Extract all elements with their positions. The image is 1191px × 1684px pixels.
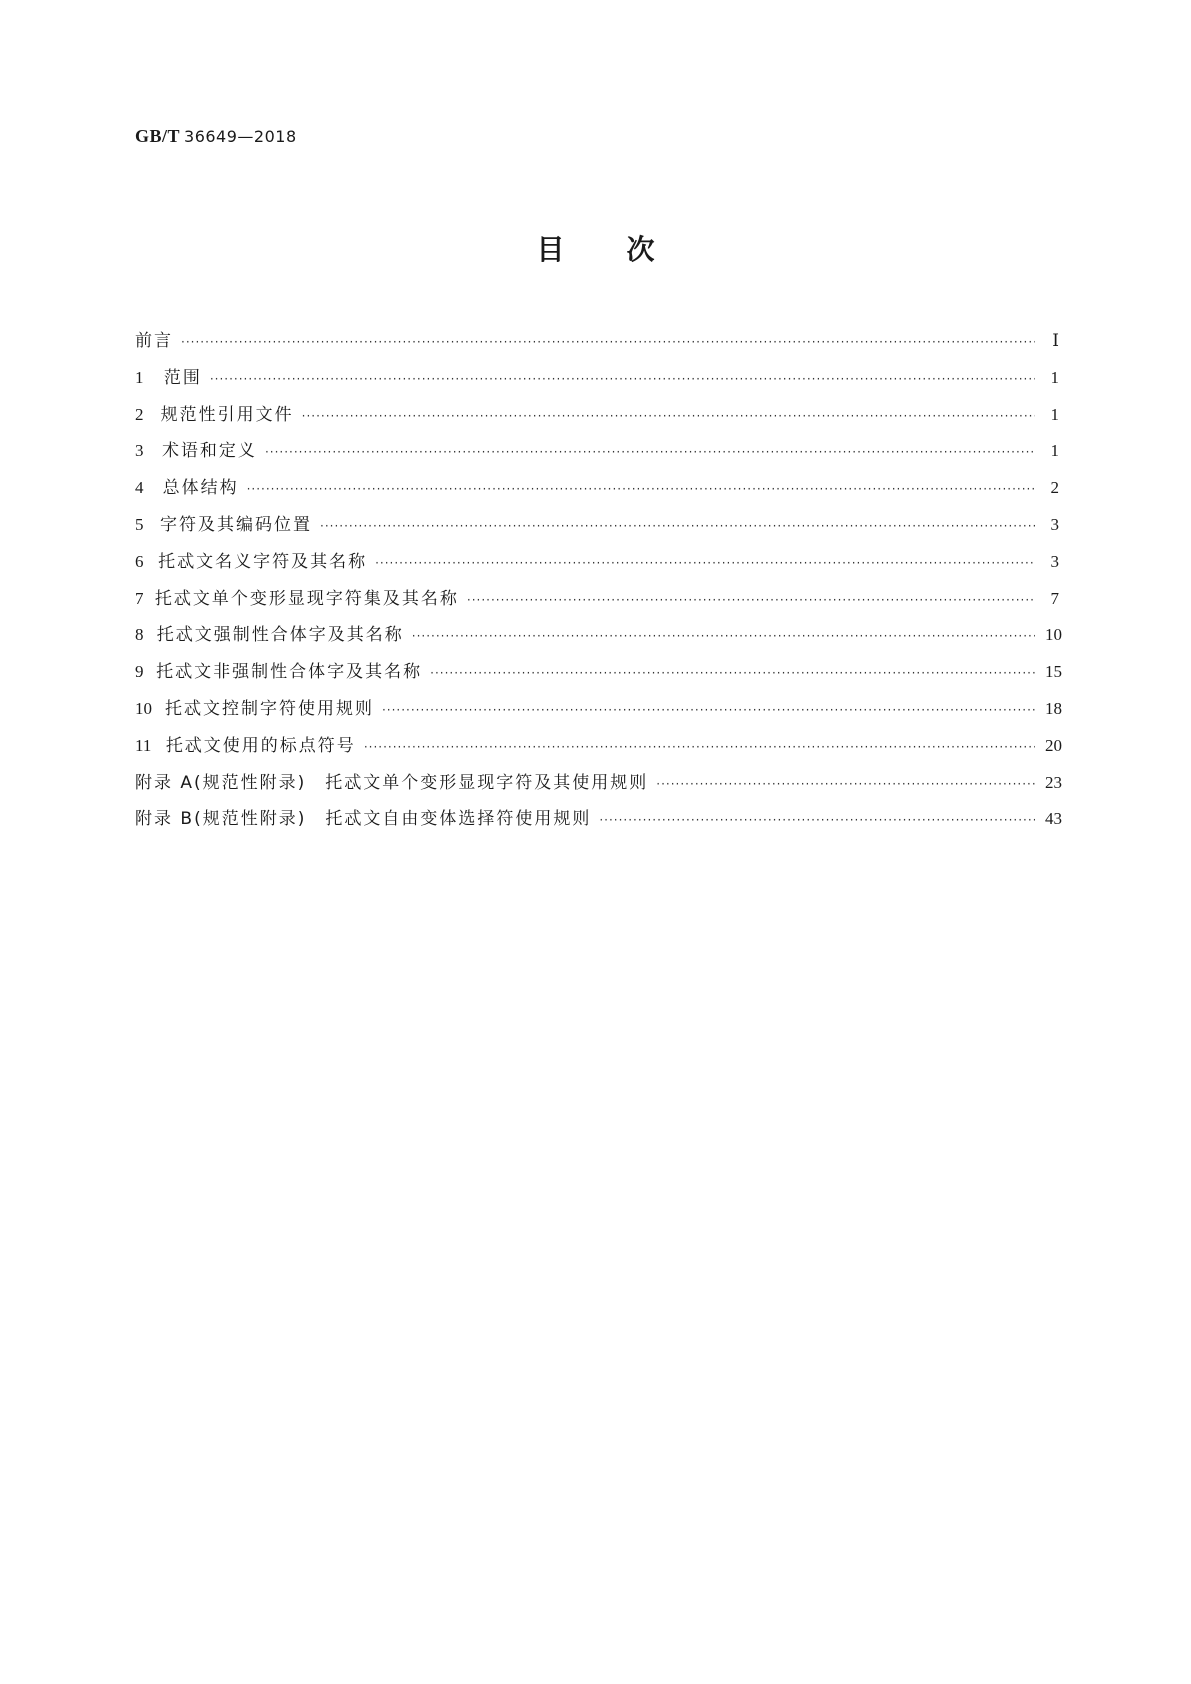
toc-entry-label: 托忒文非强制性合体字及其名称 [156,662,423,683]
toc-entry-appendix-a[interactable] [135,768,1062,805]
toc-entry-number: 1 [135,367,144,387]
toc-entry-3[interactable] [135,436,1059,473]
toc-entry-appendix-b[interactable] [135,804,1062,841]
toc-leader-dots [210,372,1035,386]
toc-entry-page: 3 [1050,551,1059,571]
toc-leader-dots [656,777,1035,791]
toc-entry-page: 2 [1050,478,1059,498]
toc-leader-dots [599,813,1035,827]
toc-entry-label: 字符及其编码位置 [160,514,313,535]
toc-leader-dots [265,445,1035,459]
toc-entry-7[interactable] [135,584,1059,621]
toc-entry-label: 附录 A(规范性附录) 托忒文单个变形显现字符及其使用规则 [135,772,649,793]
toc-entry-page: 23 [1045,772,1062,792]
toc-entry-label: 托忒文强制性合体字及其名称 [156,625,404,646]
toc-entry-number: 11 [135,735,152,755]
standard-code [135,126,297,147]
toc-leader-dots [412,629,1035,643]
toc-entry-6[interactable] [135,547,1059,584]
toc-entry-9[interactable] [135,657,1062,694]
toc-leader-dots [320,519,1035,533]
toc-entry-number: 8 [135,625,144,645]
toc-entry-label: 托忒文使用的标点符号 [165,735,356,756]
toc-entry-label: 附录 B(规范性附录) 托忒文自由变体选择符使用规则 [135,809,592,830]
toc-entry-number: 10 [135,698,152,718]
toc-leader-dots [364,740,1035,754]
toc-entry-number: 2 [135,404,144,424]
toc-entry-4[interactable] [135,473,1059,510]
toc-entry-number: 9 [135,662,144,682]
toc-leader-dots [247,482,1035,496]
toc-entry-number: 5 [135,514,144,534]
toc-entry-number: 7 [135,588,144,608]
toc-entry-page: 18 [1045,698,1062,718]
toc-entry-number: 3 [135,441,144,461]
toc-entry-label: 托忒文单个变形显现字符集及其名称 [154,588,459,609]
toc-entry-page: 10 [1045,625,1062,645]
toc-entry-5[interactable] [135,510,1059,547]
toc-leader-dots [375,556,1035,570]
toc-entry-2[interactable] [135,400,1059,437]
toc-entry-number: 6 [135,551,144,571]
toc-leader-dots [382,703,1035,717]
toc-entry-page: 1 [1050,404,1059,424]
toc-leader-dots [467,593,1035,607]
toc-entry-label: 前言 [135,331,173,351]
standard-code-prefix: GB/T [135,126,181,146]
toc-leader-dots [181,335,1035,349]
page-title-char-1: 目 [536,233,565,266]
toc-entry-number: 4 [135,478,144,498]
toc-entry-1[interactable] [135,363,1059,400]
toc-entry-foreword[interactable] [135,326,1059,363]
toc-entry-10[interactable] [135,694,1062,731]
toc-entry-page: 43 [1045,809,1062,829]
toc-entry-page: 3 [1050,514,1059,534]
toc-entry-page: 15 [1045,662,1062,682]
toc-entry-label: 规范性引用文件 [160,404,294,425]
toc-entry-page: 20 [1045,735,1062,755]
toc-entry-8[interactable] [135,620,1062,657]
toc-entry-11[interactable] [135,731,1062,768]
toc-entry-label: 术语和定义 [161,441,257,462]
toc-entry-label: 托忒文控制字符使用规则 [164,698,374,719]
page-title-char-2: 次 [626,233,655,266]
toc-entry-page: 1 [1050,367,1059,387]
toc-leader-dots [430,666,1035,680]
toc-entry-label: 总体结构 [162,478,239,499]
table-of-contents [135,326,1062,841]
toc-entry-page: Ⅰ [1052,331,1059,350]
standard-code-number: 36649—2018 [184,127,297,146]
toc-leader-dots [302,409,1035,423]
toc-entry-label: 范围 [163,367,202,388]
toc-entry-page: 1 [1050,441,1059,461]
toc-entry-label: 托忒文名义字符及其名称 [158,551,368,572]
toc-entry-page: 7 [1050,588,1059,608]
page-title [0,228,1191,268]
